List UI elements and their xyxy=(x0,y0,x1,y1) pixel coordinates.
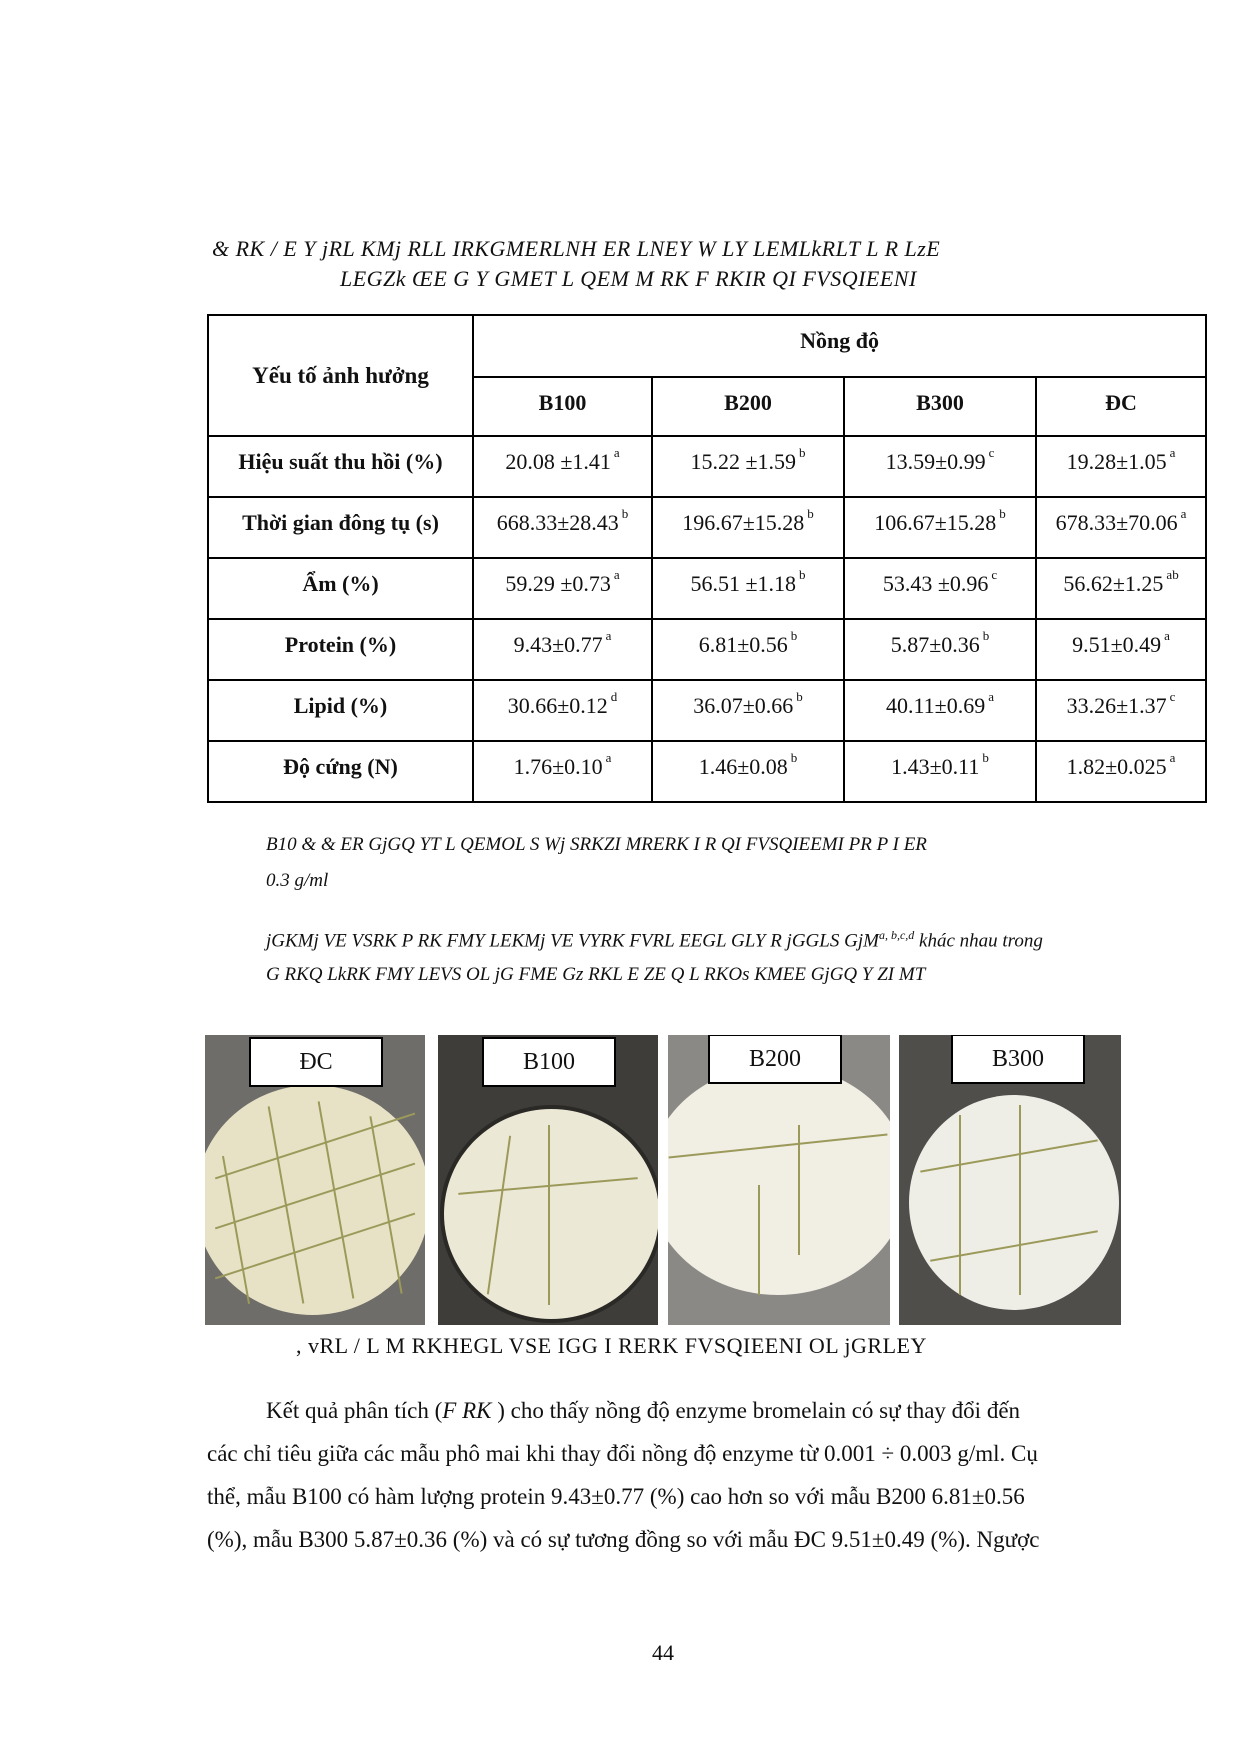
photo-label-dc: ĐC xyxy=(249,1037,383,1087)
table-note-line-1: B10 & & ER GjGQ YT L QEMOL S Wj SRKZI MRERK I R QI FVSQIEEMI PR P I ER xyxy=(266,834,927,855)
table-cell: 30.66±0.12 $^d$ xyxy=(473,680,652,741)
photo-b300 xyxy=(899,1035,1121,1325)
table-row xyxy=(208,680,1206,741)
page-number: 44 xyxy=(652,1640,674,1665)
table-cell: 9.51±0.49 $^a$ xyxy=(1036,619,1206,680)
table-cell: 1.46±0.08 $^b$ xyxy=(652,741,844,802)
body-line-3: thể, mẫu B100 có hàm lượng protein 9.43±0.77 (%) cao hơn so với mẫu B200 6.81±0.56 xyxy=(207,1484,1025,1509)
table-cell: 20.08 ±1.41 $^a$ xyxy=(473,436,652,497)
results-table xyxy=(207,314,1207,803)
table-cell: 6.81±0.56 $^b$ xyxy=(652,619,844,680)
row-label: Thời gian đông tụ (s) xyxy=(208,497,473,558)
table-cell: 33.26±1.37 $^c$ xyxy=(1036,680,1206,741)
table-row xyxy=(208,497,1206,558)
table-cell: 40.11±0.69 $^a$ xyxy=(844,680,1036,741)
table-cell: 56.62±1.25 $^{ab}$ xyxy=(1036,558,1206,619)
table-cell: 36.07±0.66 $^b$ xyxy=(652,680,844,741)
table-cell: 13.59±0.99 $^c$ xyxy=(844,436,1036,497)
table-cell: 56.51 ±1.18 $^b$ xyxy=(652,558,844,619)
row-label: Ẩm (%) xyxy=(208,558,473,619)
photo-dc xyxy=(205,1035,425,1325)
table-cell: 1.82±0.025 $^a$ xyxy=(1036,741,1206,802)
column-header-b200: B200 xyxy=(652,377,844,436)
table-cell: 5.87±0.36 $^b$ xyxy=(844,619,1036,680)
column-header-dc: ĐC xyxy=(1036,377,1206,436)
table-cell: 1.43±0.11 $^b$ xyxy=(844,741,1036,802)
table-row xyxy=(208,436,1206,497)
body-line-1: Kết quả phân tích (F RK ) cho thấy nồng độ enzyme bromelain có sự thay đổi đến xyxy=(266,1398,1021,1423)
corner-header: Yếu tố ảnh hưởng xyxy=(208,315,473,436)
table-note-line-4: G RKQ LkRK FMY LEVS OL jG FME Gz RKL E ZE Q L RKOs KMEE GjGQ Y ZI MT xyxy=(266,964,926,985)
body-line-4: (%), mẫu B300 5.87±0.36 (%) và có sự tương đồng so với mẫu ĐC 9.51±0.49 (%). Ngược xyxy=(207,1527,1040,1552)
photo-label-b300: B300 xyxy=(951,1035,1085,1084)
table-row xyxy=(208,619,1206,680)
body-line-2: các chỉ tiêu giữa các mẫu phô mai khi thay đổi nồng độ enzyme từ 0.001 ÷ 0.003 g/ml. Cụ xyxy=(207,1441,1038,1466)
column-header-b100: B100 xyxy=(473,377,652,436)
table-cell: 1.76±0.10 $^a$ xyxy=(473,741,652,802)
table-row xyxy=(208,558,1206,619)
row-label: Độ cứng (N) xyxy=(208,741,473,802)
table-note-line-2: 0.3 g/ml xyxy=(266,870,329,891)
table-cell: 106.67±15.28 $^b$ xyxy=(844,497,1036,558)
table-cell: 53.43 ±0.96 $^c$ xyxy=(844,558,1036,619)
group-header: Nồng độ xyxy=(473,315,1206,377)
table-cell: 9.43±0.77 $^a$ xyxy=(473,619,652,680)
table-caption-line-2: LEGZk ŒE G Y GMET L QEM M RK F RKIR QI FVSQIEENI xyxy=(340,266,917,291)
row-label: Protein (%) xyxy=(208,619,473,680)
table-row xyxy=(208,741,1206,802)
table-cell: 678.33±70.06 $^a$ xyxy=(1036,497,1206,558)
table-cell: 19.28±1.05 $^a$ xyxy=(1036,436,1206,497)
table-note-line-3: jGKMj VE VSRK P RK FMY LEKMj VE VYRK FVRL EEGL GLY R jGGLS GjM$^{a, b,c,d}$ khác nhau trong xyxy=(266,928,1043,952)
photo-b200 xyxy=(668,1035,890,1325)
column-header-b300: B300 xyxy=(844,377,1036,436)
photo-label-b200: B200 xyxy=(708,1035,842,1084)
table-cell: 196.67±15.28 $^b$ xyxy=(652,497,844,558)
table-cell: 59.29 ±0.73 $^a$ xyxy=(473,558,652,619)
table-caption-line-1: & RK / E Y jRL KMj RLL IRKGMERLNH ER LNEY W LY LEMLkRLT L R LzE xyxy=(212,236,941,261)
row-label: Hiệu suất thu hồi (%) xyxy=(208,436,473,497)
figure-caption: , vRL / L M RKHEGL VSE IGG I RERK FVSQIEENI OL jGRLEY xyxy=(296,1333,927,1358)
photo-b100 xyxy=(438,1035,658,1325)
photo-label-b100: B100 xyxy=(482,1037,616,1087)
table-cell: 15.22 ±1.59 $^b$ xyxy=(652,436,844,497)
table-cell: 668.33±28.43 $^b$ xyxy=(473,497,652,558)
row-label: Lipid (%) xyxy=(208,680,473,741)
